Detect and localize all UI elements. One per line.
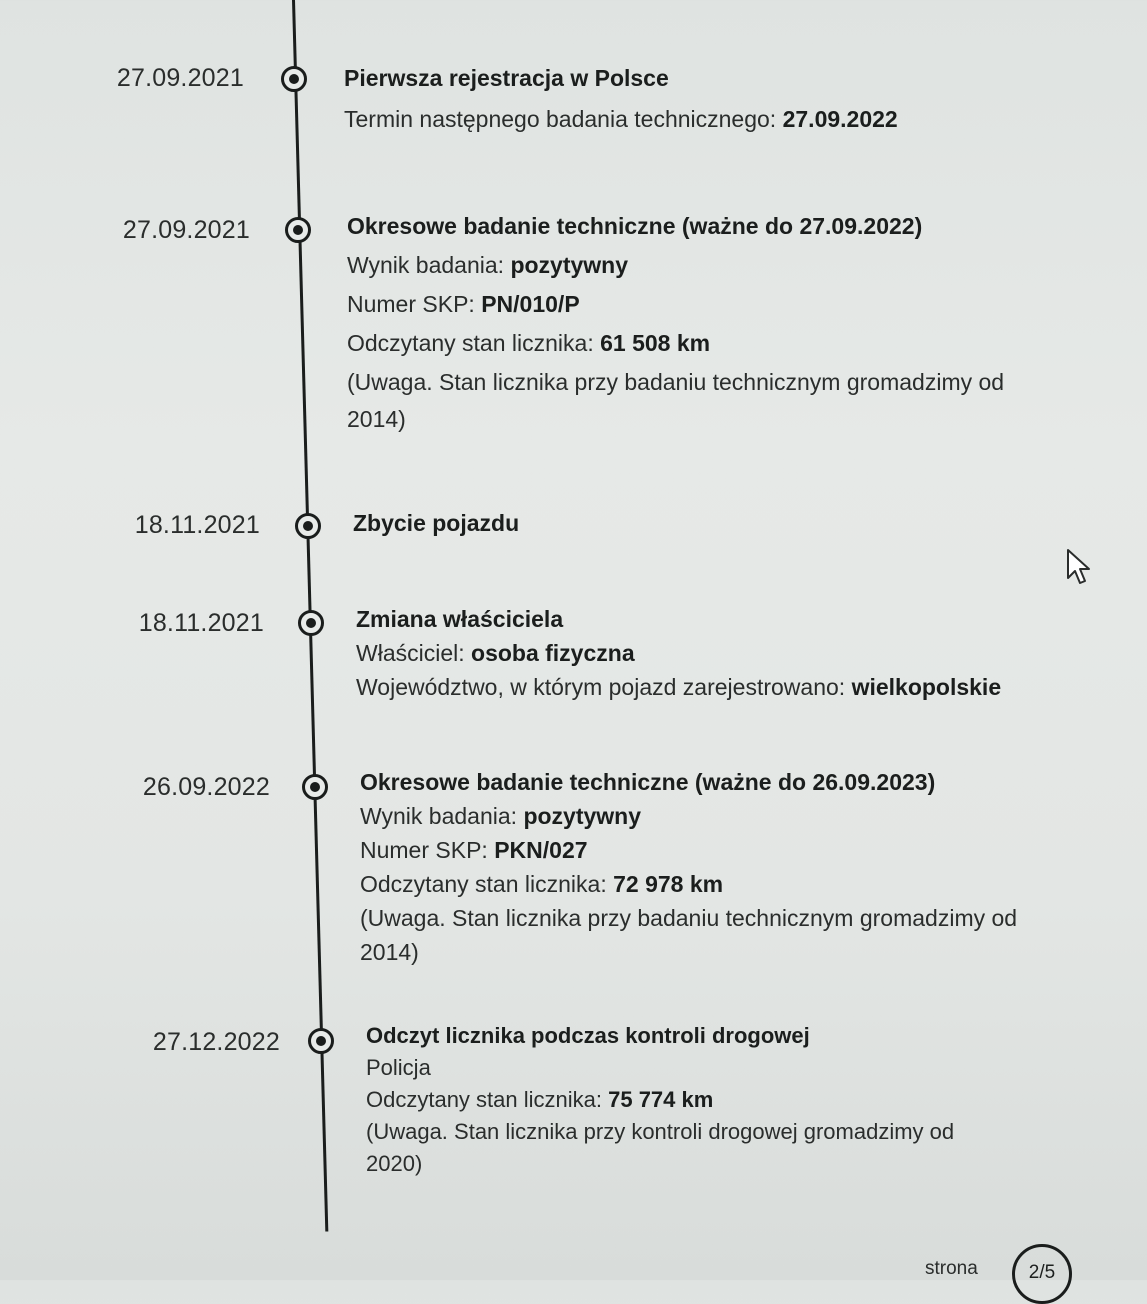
- event-content: [353, 505, 1053, 542]
- detail-label: Właściciel:: [356, 640, 472, 666]
- detail-label: Odczytany stan licznika:: [360, 871, 614, 897]
- detail-value: pozytywny: [523, 803, 642, 829]
- event-detail: Policja: [366, 1055, 431, 1080]
- detail-value: osoba fizyczna: [471, 640, 635, 666]
- pagination-label: strona: [925, 1258, 978, 1279]
- detail-label: Wynik badania:: [360, 803, 524, 829]
- detail-value: 72 978 km: [613, 871, 724, 897]
- detail-value: wielkopolskie: [851, 674, 1002, 700]
- event-content: [347, 208, 1082, 438]
- event-note: (Uwaga. Stan licznika przy kontroli drogowej gromadzimy od 2020): [366, 1119, 955, 1176]
- detail-value: PN/010/P: [481, 291, 580, 317]
- event-content: [360, 765, 1080, 969]
- event-detail: [366, 1084, 1026, 1116]
- event-content: [344, 60, 1104, 138]
- event-title: Odczyt licznika podczas kontroli drogowej: [366, 1023, 810, 1048]
- detail-label: Numer SKP:: [347, 291, 482, 317]
- timeline-dot-icon: [295, 513, 321, 539]
- detail-label: Odczytany stan licznika:: [366, 1087, 609, 1112]
- mouse-cursor-icon: [1066, 548, 1092, 591]
- event-content: [366, 1020, 1026, 1180]
- event-title: Okresowe badanie techniczne (ważne do 27.09.2022): [347, 213, 923, 239]
- event-detail: [360, 799, 1080, 833]
- detail-label: Numer SKP:: [360, 837, 495, 863]
- event-detail: [344, 101, 1104, 138]
- event-detail: [347, 247, 1082, 284]
- timeline-dot-icon: [302, 774, 328, 800]
- event-detail: [347, 325, 1082, 362]
- detail-value: 27.09.2022: [782, 106, 898, 132]
- detail-label: Termin następnego badania technicznego:: [344, 106, 783, 132]
- event-title: Okresowe badanie techniczne (ważne do 26.09.2023): [360, 769, 936, 795]
- detail-value: 75 774 km: [608, 1087, 714, 1112]
- event-date: 27.09.2021: [122, 216, 250, 244]
- detail-label: Odczytany stan licznika:: [347, 330, 601, 356]
- event-detail: [356, 636, 1116, 670]
- timeline-dot-icon: [285, 217, 311, 243]
- detail-label: Wynik badania:: [347, 252, 511, 278]
- event-note: (Uwaga. Stan licznika przy badaniu technicznym gromadzimy od 2014): [347, 369, 1005, 432]
- event-detail: [347, 286, 1082, 323]
- timeline-dot-icon: [298, 610, 324, 636]
- event-detail: [356, 670, 1116, 704]
- detail-value: pozytywny: [510, 252, 629, 278]
- timeline-dot-icon: [308, 1028, 334, 1054]
- detail-value: PKN/027: [494, 837, 588, 863]
- event-date: 18.11.2021: [138, 609, 264, 637]
- event-title: Zmiana właściciela: [356, 606, 564, 632]
- event-detail: [360, 867, 1080, 901]
- event-date: 26.09.2022: [142, 773, 270, 801]
- event-detail: [360, 833, 1080, 867]
- event-date: 27.12.2022: [152, 1028, 280, 1056]
- timeline-dot-icon: [281, 66, 307, 92]
- event-date: 27.09.2021: [116, 64, 244, 92]
- event-date: 18.11.2021: [134, 511, 260, 539]
- event-title: Pierwsza rejestracja w Polsce: [344, 65, 669, 91]
- detail-value: 61 508 km: [600, 330, 711, 356]
- event-title: Zbycie pojazdu: [353, 510, 520, 536]
- pagination-current-page[interactable]: 2/5: [1012, 1244, 1072, 1304]
- event-content: [356, 602, 1116, 704]
- detail-label: Województwo, w którym pojazd zarejestrowano:: [356, 674, 852, 700]
- event-note: (Uwaga. Stan licznika przy badaniu technicznym gromadzimy od 2014): [360, 905, 1018, 965]
